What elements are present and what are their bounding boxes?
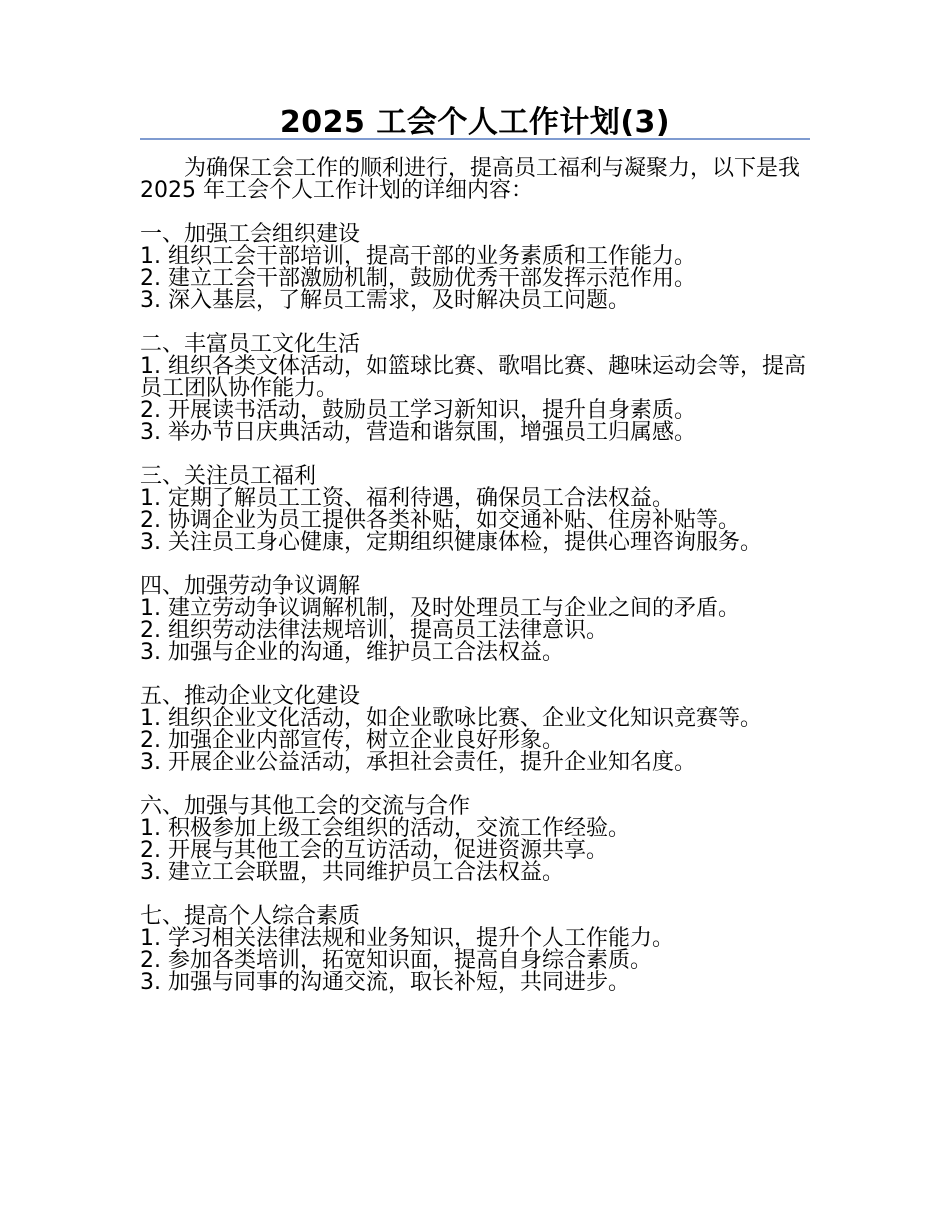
section-heading: 六、加强与其他工会的交流与合作 (140, 794, 471, 819)
list-item: 1. 定期了解员工工资、福利待遇，确保员工合法权益。 (140, 486, 674, 511)
list-item: 1. 组织各类文体活动，如篮球比赛、歌唱比赛、趣味运动会等，提高员工团队协作能力。 (140, 354, 806, 401)
list-item: 1. 组织企业文化活动，如企业歌咏比赛、企业文化知识竞赛等。 (140, 706, 762, 731)
list-item: 3. 开展企业公益活动，承担社会责任，提升企业知名度。 (140, 750, 696, 775)
list-item: 3. 关注员工身心健康，定期组织健康体检，提供心理咨询服务。 (140, 530, 762, 555)
list-item: 1. 建立劳动争议调解机制，及时处理员工与企业之间的矛盾。 (140, 596, 740, 621)
list-item: 3. 举办节日庆典活动，营造和谐氛围，增强员工归属感。 (140, 420, 696, 445)
section-7 (140, 906, 810, 994)
section-heading: 七、提高个人综合素质 (140, 904, 361, 929)
title-underline (140, 138, 810, 140)
list-item: 3. 加强与同事的沟通交流，取长补短，共同进步。 (140, 970, 630, 995)
section-3 (140, 466, 810, 554)
list-item: 2. 协调企业为员工提供各类补贴，如交通补贴、住房补贴等。 (140, 508, 740, 533)
list-item: 1. 组织工会干部培训，提高干部的业务素质和工作能力。 (140, 244, 696, 269)
section-heading: 四、加强劳动争议调解 (140, 574, 361, 599)
section-heading: 五、推动企业文化建设 (140, 684, 361, 709)
list-item: 3. 建立工会联盟，共同维护员工合法权益。 (140, 860, 564, 885)
section-heading: 三、关注员工福利 (140, 464, 317, 489)
section-1 (140, 224, 810, 312)
list-item: 2. 加强企业内部宣传，树立企业良好形象。 (140, 728, 564, 753)
list-item: 2. 参加各类培训，拓宽知识面，提高自身综合素质。 (140, 948, 652, 973)
list-item: 1. 积极参加上级工会组织的活动，交流工作经验。 (140, 816, 630, 841)
list-item: 3. 深入基层，了解员工需求，及时解决员工问题。 (140, 288, 630, 313)
list-item: 3. 加强与企业的沟通，维护员工合法权益。 (140, 640, 564, 665)
section-heading: 二、丰富员工文化生活 (140, 332, 361, 357)
section-2 (140, 334, 810, 444)
list-item: 2. 开展与其他工会的互访活动，促进资源共享。 (140, 838, 608, 863)
section-6 (140, 796, 810, 884)
document-body (140, 158, 810, 994)
section-heading: 一、加强工会组织建设 (140, 222, 361, 247)
section-4 (140, 576, 810, 664)
list-item: 2. 组织劳动法律法规培训，提高员工法律意识。 (140, 618, 608, 643)
list-item: 1. 学习相关法律法规和业务知识，提升个人工作能力。 (140, 926, 674, 951)
intro-paragraph: 为确保工会工作的顺利进行，提高员工福利与凝聚力，以下是我 2025 年工会个人工作计划的详细内容： (140, 156, 801, 203)
list-item: 2. 建立工会干部激励机制，鼓励优秀干部发挥示范作用。 (140, 266, 696, 291)
document-title: 2025 工会个人工作计划(3) (279, 105, 671, 140)
section-5 (140, 686, 810, 774)
list-item: 2. 开展读书活动，鼓励员工学习新知识，提升自身素质。 (140, 398, 696, 423)
